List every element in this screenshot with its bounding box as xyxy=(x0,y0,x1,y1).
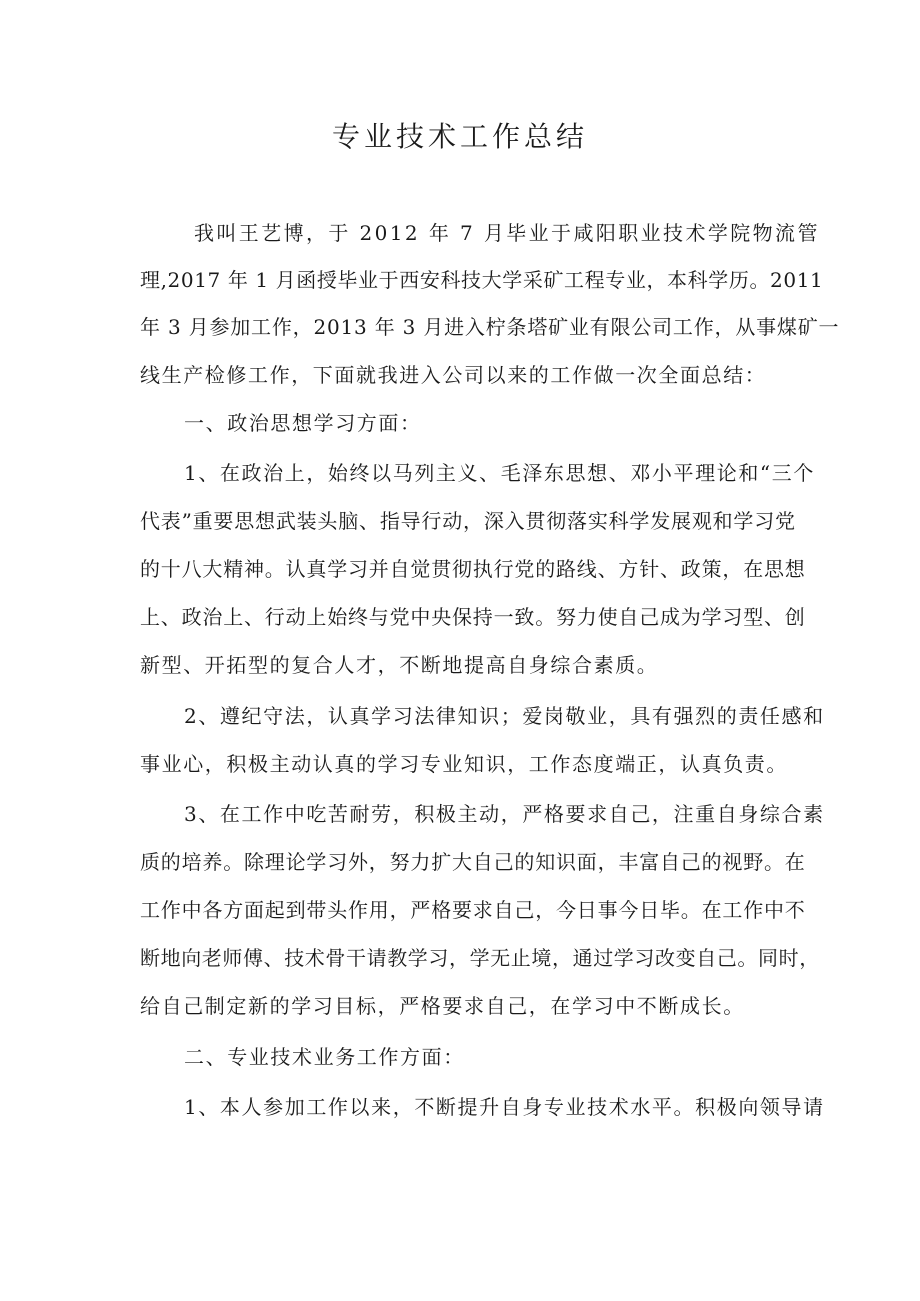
paragraph-line: 年 3 月参加工作，2013 年 3 月进入柠条塔矿业有限公司工作，从事煤矿一 xyxy=(140,315,840,339)
paragraph-line: 上、政治上、行动上始终与党中央保持一致。努力使自己成为学习型、创 xyxy=(140,605,806,629)
paragraph-line: 质的培养。除理论学习外，努力扩大自己的知识面，丰富自己的视野。在 xyxy=(140,850,806,874)
paragraph-line: 断地向老师傅、技术骨干请教学习，学无止境，通过学习改变自己。同时， xyxy=(140,946,820,970)
section-heading: 一、政治思想学习方面： xyxy=(184,411,422,435)
paragraph-line: 工作中各方面起到带头作用，严格要求自己，今日事今日毕。在工作中不 xyxy=(140,898,806,922)
paragraph-line: 事业心，积极主动认真的学习专业知识，工作态度端正，认真负责。 xyxy=(140,752,788,776)
paragraph-line: 3、在工作中吃苦耐劳，积极主动，严格要求自己，注重自身综合素 xyxy=(184,802,825,826)
paragraph-line: 给自己制定新的学习目标，严格要求自己，在学习中不断成长。 xyxy=(140,994,745,1018)
paragraph-line: 新型、开拓型的复合人才，不断地提高自身综合素质。 xyxy=(140,653,659,677)
paragraph-line: 线生产检修工作，下面就我进入公司以来的工作做一次全面总结： xyxy=(140,363,767,387)
paragraph-line: 的十八大精神。认真学习并自觉贯彻执行党的路线、方针、政策，在思想 xyxy=(140,557,806,581)
paragraph-line: 1、本人参加工作以来，不断提升自身专业技术水平。积极向领导请 xyxy=(184,1095,825,1119)
paragraph-line: 我叫王艺博，于 2012 年 7 月毕业于咸阳职业技术学院物流管 xyxy=(194,221,820,245)
section-heading: 二、专业技术业务工作方面： xyxy=(184,1045,465,1069)
paragraph-line: 2、遵纪守法，认真学习法律知识；爱岗敬业，具有强烈的责任感和 xyxy=(184,704,825,728)
paragraph-line: 代表”重要思想武装头脑、指导行动，深入贯彻落实科学发展观和学习党 xyxy=(140,509,796,533)
document-title: 专业技术工作总结 xyxy=(331,120,588,153)
paragraph-line: 1、在政治上，始终以马列主义、毛泽东思想、邓小平理论和“三个 xyxy=(184,461,815,485)
paragraph-line: 理,2017 年 1 月函授毕业于西安科技大学采矿工程专业，本科学历。2011 xyxy=(140,268,824,292)
